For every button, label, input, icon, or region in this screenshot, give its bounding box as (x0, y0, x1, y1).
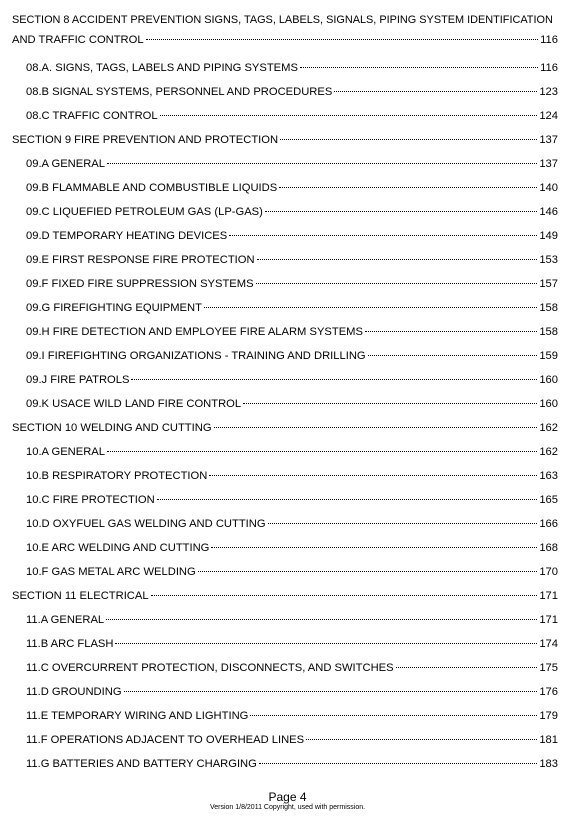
dot-leader (300, 66, 538, 68)
toc-entry-label: 09.A GENERAL (26, 158, 105, 170)
toc-entry-label: 11.A GENERAL (26, 614, 105, 626)
dot-leader (396, 666, 538, 668)
toc-entry-page-number: 165 (539, 494, 558, 506)
toc-entry-label: 10.A GENERAL (26, 446, 105, 458)
toc-entry[interactable] (26, 469, 558, 493)
dot-leader (365, 330, 537, 332)
toc-entry-label: 08.B SIGNAL SYSTEMS, PERSONNEL AND PROCEDURES (26, 86, 333, 98)
toc-entry-page-number: 116 (540, 62, 558, 74)
dot-leader (124, 690, 538, 692)
toc-entry-label: SECTION 9 FIRE PREVENTION AND PROTECTION (12, 134, 279, 146)
toc-entry-label: 08.C TRAFFIC CONTROL (26, 110, 158, 122)
toc-entry[interactable] (26, 253, 558, 277)
dot-leader (160, 114, 538, 116)
dot-leader (115, 642, 537, 644)
toc-entry-label: 10.E ARC WELDING AND CUTTING (26, 542, 210, 554)
dot-leader (151, 594, 538, 596)
toc-entry[interactable] (26, 637, 558, 661)
toc-entry-page-number: 123 (539, 86, 558, 98)
dot-leader (243, 402, 537, 404)
dot-leader (280, 138, 537, 140)
dot-leader (106, 618, 537, 620)
toc-entry[interactable] (26, 565, 558, 589)
toc-entry-label: 11.G BATTERIES AND BATTERY CHARGING (26, 758, 257, 770)
toc-entry-label: 11.D GROUNDING (26, 686, 122, 698)
toc-entry[interactable] (26, 109, 558, 133)
toc-entry[interactable] (26, 733, 558, 757)
toc-entry-label: 11.C OVERCURRENT PROTECTION, DISCONNECTS, AND SWITCHES (26, 662, 394, 674)
toc-entry[interactable] (26, 301, 558, 325)
toc-entry-page-number: 183 (539, 758, 558, 770)
toc-entry-page-number: 140 (539, 182, 558, 194)
toc-entry-page-number: 160 (539, 374, 558, 386)
toc-entry-label: 10.D OXYFUEL GAS WELDING AND CUTTING (26, 518, 266, 530)
dot-leader (211, 546, 537, 548)
toc-entry-label: 11.E TEMPORARY WIRING AND LIGHTING (26, 710, 249, 722)
toc-entry-page-number: 176 (539, 686, 558, 698)
toc-entry[interactable] (26, 61, 558, 85)
toc-entry[interactable] (26, 157, 558, 181)
toc-entry-page-number: 179 (539, 710, 558, 722)
toc-entry-label: 09.C LIQUEFIED PETROLEUM GAS (LP-GAS) (26, 206, 263, 218)
toc-entry-title-line: SECTION 8 ACCIDENT PREVENTION SIGNS, TAGS, LABELS, SIGNALS, PIPING SYSTEM IDENTIFICATION (12, 14, 553, 26)
toc-entry[interactable] (26, 229, 558, 253)
toc-entry-page-number: 171 (539, 614, 558, 626)
toc-entry-label: 11.B ARC FLASH (26, 638, 114, 650)
dot-leader (198, 570, 538, 572)
dot-leader (265, 210, 537, 212)
table-of-contents (12, 13, 558, 781)
toc-entry-label: 09.D TEMPORARY HEATING DEVICES (26, 230, 228, 242)
toc-entry-page-number: 162 (539, 422, 558, 434)
toc-entry-page-number: 146 (539, 206, 558, 218)
toc-entry-label: 10.B RESPIRATORY PROTECTION (26, 470, 208, 482)
toc-entry-label: SECTION 11 ELECTRICAL (12, 590, 149, 602)
toc-entry-label: 09.H FIRE DETECTION AND EMPLOYEE FIRE ALARM SYSTEMS (26, 326, 363, 338)
toc-entry[interactable] (26, 541, 558, 565)
dot-leader (209, 474, 537, 476)
toc-entry-label: 09.E FIRST RESPONSE FIRE PROTECTION (26, 254, 255, 266)
dot-leader (214, 426, 538, 428)
toc-entry-label: 09.B FLAMMABLE AND COMBUSTIBLE LIQUIDS (26, 182, 278, 194)
toc-entry-page-number: 174 (539, 638, 558, 650)
toc-entry[interactable] (26, 757, 558, 781)
toc-entry-page-number: 162 (539, 446, 558, 458)
toc-entry-page-number: 153 (539, 254, 558, 266)
dot-leader (107, 162, 537, 164)
dot-leader (250, 714, 537, 716)
toc-entry[interactable] (26, 613, 558, 637)
toc-entry-page-number: 171 (539, 590, 558, 602)
toc-entry[interactable] (26, 493, 558, 517)
dot-leader (256, 282, 538, 284)
toc-entry-label: 11.F OPERATIONS ADJACENT TO OVERHEAD LINES (26, 734, 305, 746)
toc-entry[interactable] (26, 445, 558, 469)
toc-entry[interactable] (26, 661, 558, 685)
toc-entry[interactable] (26, 277, 558, 301)
toc-entry-page-number: 157 (539, 278, 558, 290)
toc-entry[interactable] (26, 373, 558, 397)
dot-leader (131, 378, 537, 380)
toc-entry-label: AND TRAFFIC CONTROL (12, 34, 144, 46)
toc-entry-label: 09.I FIREFIGHTING ORGANIZATIONS - TRAINING AND DRILLING (26, 350, 366, 362)
toc-entry-page-number: 160 (539, 398, 558, 410)
toc-entry-page-number: 175 (539, 662, 558, 674)
toc-entry-page-number: 116 (540, 34, 558, 46)
toc-entry-label: 09.J FIRE PATROLS (26, 374, 130, 386)
toc-entry-label: 08.A. SIGNS, TAGS, LABELS AND PIPING SYSTEMS (26, 62, 298, 74)
toc-entry-page-number: 168 (539, 542, 558, 554)
toc-entry-label: 09.K USACE WILD LAND FIRE CONTROL (26, 398, 242, 410)
toc-entry[interactable] (26, 85, 558, 109)
toc-entry[interactable] (26, 709, 558, 733)
toc-entry[interactable] (12, 589, 558, 613)
toc-entry[interactable] (26, 517, 558, 541)
toc-entry-page-number: 149 (539, 230, 558, 242)
toc-entry-label: 10.C FIRE PROTECTION (26, 494, 155, 506)
dot-leader (107, 450, 537, 452)
toc-entry[interactable] (26, 349, 558, 373)
toc-entry-label: 09.G FIREFIGHTING EQUIPMENT (26, 302, 202, 314)
dot-leader (268, 522, 538, 524)
toc-entry-label: 10.F GAS METAL ARC WELDING (26, 566, 196, 578)
toc-entry-page-number: 159 (539, 350, 558, 362)
toc-entry[interactable] (12, 133, 558, 157)
dot-leader (368, 354, 538, 356)
dot-leader (204, 306, 537, 308)
page-number: Page 4 (268, 790, 307, 804)
toc-entry-page-number: 124 (539, 110, 558, 122)
toc-entry[interactable] (26, 205, 558, 229)
dot-leader (146, 38, 539, 40)
toc-entry-page-number: 166 (539, 518, 558, 530)
dot-leader (306, 738, 537, 740)
dot-leader (229, 234, 537, 236)
version-note: Version 1/8/2011 Copyright, used with permission. (209, 804, 366, 811)
dot-leader (157, 498, 538, 500)
toc-entry[interactable] (26, 325, 558, 349)
toc-entry[interactable] (26, 181, 558, 205)
toc-entry[interactable] (12, 13, 558, 61)
toc-entry-label: SECTION 10 WELDING AND CUTTING (12, 422, 212, 434)
toc-entry[interactable] (26, 685, 558, 709)
toc-entry-page-number: 163 (539, 470, 558, 482)
toc-entry-page-number: 158 (539, 302, 558, 314)
toc-entry-page-number: 181 (539, 734, 558, 746)
dot-leader (334, 90, 537, 92)
toc-entry[interactable] (26, 397, 558, 421)
toc-entry-page-number: 170 (539, 566, 558, 578)
toc-entry[interactable] (12, 421, 558, 445)
dot-leader (259, 762, 537, 764)
toc-entry-label: 09.F FIXED FIRE SUPPRESSION SYSTEMS (26, 278, 254, 290)
toc-entry-page-number: 158 (539, 326, 558, 338)
toc-entry-page-number: 137 (539, 158, 558, 170)
dot-leader (257, 258, 538, 260)
dot-leader (279, 186, 537, 188)
toc-entry-page-number: 137 (539, 134, 558, 146)
